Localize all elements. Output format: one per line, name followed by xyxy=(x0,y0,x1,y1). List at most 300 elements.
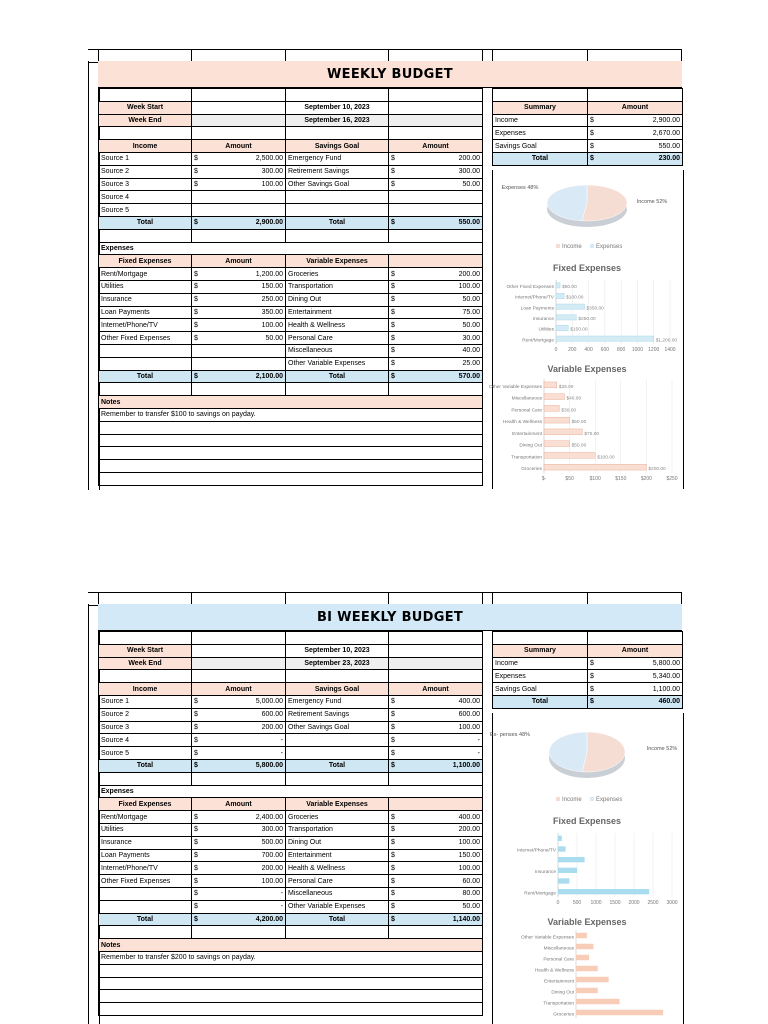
savings-goal-label[interactable] xyxy=(286,747,389,760)
cell[interactable] xyxy=(286,89,389,102)
variable-expense-amount[interactable] xyxy=(389,875,483,888)
savings-goal-label[interactable] xyxy=(286,734,389,747)
note-line[interactable] xyxy=(99,421,483,434)
summary-label: Savings Goal xyxy=(493,140,588,153)
amount-value: 200.00 xyxy=(458,270,480,278)
cell[interactable] xyxy=(99,670,192,683)
legend-expenses: Expenses xyxy=(596,797,623,803)
amount-header: Amount xyxy=(192,255,286,268)
x-tick-label: 0 xyxy=(556,900,560,906)
summary-amount: $ 2,670.00 xyxy=(588,127,683,140)
income-amount[interactable] xyxy=(192,695,286,708)
income-source-label[interactable]: Source 3 xyxy=(99,721,192,734)
budget-title: BI WEEKLY BUDGET xyxy=(98,604,682,631)
variable-expense-amount[interactable] xyxy=(389,268,483,281)
category-label: Internet/Phone/TV xyxy=(517,848,556,854)
cell[interactable] xyxy=(192,772,286,785)
fixed-expense-label[interactable]: Insurance xyxy=(99,836,192,849)
income-source-label[interactable]: Source 2 xyxy=(99,708,192,721)
summary-table xyxy=(492,88,683,166)
variable-expenses-bar-chart[interactable] xyxy=(494,914,680,1024)
variable-expense-amount[interactable] xyxy=(389,862,483,875)
currency-symbol: $ xyxy=(391,723,395,731)
expense-row xyxy=(99,268,483,281)
bar-personal-care xyxy=(544,405,559,411)
savings-goal-label[interactable]: Emergency Fund xyxy=(286,152,389,165)
x-tick-label: 1500 xyxy=(609,900,621,906)
amount-value: 200.00 xyxy=(458,155,480,163)
fixed-expense-amount[interactable] xyxy=(192,319,286,332)
savings-goal-label[interactable]: Emergency Fund xyxy=(286,695,389,708)
savings-amount[interactable] xyxy=(389,191,483,204)
expense-row xyxy=(99,344,483,357)
income-expense-pie-chart[interactable] xyxy=(489,714,680,809)
x-tick-label: $150 xyxy=(615,476,627,482)
x-tick-label: 200 xyxy=(568,347,577,353)
income-source-label[interactable]: Source 1 xyxy=(99,695,192,708)
category-label: Dining Out xyxy=(551,990,574,996)
income-source-label[interactable]: Source 5 xyxy=(99,204,192,217)
data-label: $250.00 xyxy=(578,317,596,322)
variable-expense-label[interactable]: Groceries xyxy=(286,268,389,281)
variable-expense-label[interactable]: Personal Care xyxy=(286,332,389,345)
data-label: $25.00 xyxy=(558,384,574,390)
note-line[interactable] xyxy=(99,447,483,460)
data-label: $40.00 xyxy=(566,396,582,402)
variable-expense-label[interactable]: Personal Care xyxy=(286,875,389,888)
fixed-expense-amount[interactable] xyxy=(192,306,286,319)
income-source-label[interactable]: Source 2 xyxy=(99,165,192,178)
amount-value: - xyxy=(280,890,283,898)
income-row xyxy=(99,747,483,760)
variable-expense-label[interactable]: Other Variable Expenses xyxy=(286,900,389,913)
fixed-total-amount: $ 4,200.00 xyxy=(192,913,286,926)
budget-sheet xyxy=(88,49,682,489)
income-amount[interactable] xyxy=(192,721,286,734)
bar-miscellaneous xyxy=(544,394,564,400)
fixed-expense-amount[interactable] xyxy=(192,280,286,293)
variable-total-label: Total xyxy=(286,370,389,383)
data-label: $200.00 xyxy=(648,467,666,473)
savings-goal-label[interactable]: Retirement Savings xyxy=(286,708,389,721)
cell[interactable] xyxy=(389,670,483,683)
savings-amount[interactable] xyxy=(389,165,483,178)
cell[interactable] xyxy=(99,383,192,396)
fixed-expense-label[interactable]: Other Fixed Expenses xyxy=(99,332,192,345)
currency-symbol: $ xyxy=(391,360,395,368)
income-total-amount: $ 2,900.00 xyxy=(192,216,286,229)
variable-expenses-bar-chart[interactable] xyxy=(489,361,680,489)
currency-symbol: $ xyxy=(391,321,395,329)
income-source-label[interactable]: Source 5 xyxy=(99,747,192,760)
cell[interactable] xyxy=(99,632,192,645)
expense-row xyxy=(99,900,483,913)
pie-label-income: Income 52% xyxy=(646,746,678,752)
variable-expense-amount[interactable] xyxy=(389,306,483,319)
fixed-total-amount: $ 2,100.00 xyxy=(192,370,286,383)
currency-symbol: $ xyxy=(194,711,198,719)
fixed-expense-label[interactable]: Utilities xyxy=(99,280,192,293)
note-line[interactable] xyxy=(99,964,483,977)
summary-row xyxy=(493,140,683,153)
note-line[interactable] xyxy=(99,1003,483,1016)
income-row xyxy=(99,695,483,708)
bar-other-fixed-expenses xyxy=(558,836,562,841)
cell[interactable] xyxy=(99,772,192,785)
amount-header: Amount xyxy=(588,644,683,657)
summary-header: Summary xyxy=(493,644,588,657)
summary-label: Expenses xyxy=(493,127,588,140)
income-total-label: Total xyxy=(99,216,192,229)
income-amount[interactable] xyxy=(192,204,286,217)
bar-health-wellness xyxy=(544,417,570,423)
variable-expense-label[interactable]: Groceries xyxy=(286,811,389,824)
fixed-expense-label[interactable]: Rent/Mortgage xyxy=(99,811,192,824)
amount-value: 40.00 xyxy=(462,347,480,355)
amount-value: 2,500.00 xyxy=(255,155,283,163)
bar-dining-out xyxy=(576,988,598,994)
bar-rent-mortgage xyxy=(556,336,654,341)
x-tick-label: 1200 xyxy=(648,347,660,353)
variable-expense-label[interactable]: Dining Out xyxy=(286,836,389,849)
cell[interactable] xyxy=(389,383,483,396)
currency-symbol: $ xyxy=(194,308,198,316)
cell[interactable] xyxy=(389,229,483,242)
cell[interactable] xyxy=(389,926,483,939)
income-amount[interactable] xyxy=(192,152,286,165)
x-tick-label: 600 xyxy=(600,347,610,353)
fixed-expense-amount[interactable] xyxy=(192,268,286,281)
amount-value: 250.00 xyxy=(261,296,283,304)
savings-amount[interactable] xyxy=(389,204,483,217)
fixed-expense-amount[interactable] xyxy=(192,836,286,849)
fixed-expense-label[interactable]: Loan Payments xyxy=(99,306,192,319)
x-tick-label: 400 xyxy=(584,347,593,353)
amount-value: 100.00 xyxy=(458,723,480,731)
variable-expense-amount[interactable] xyxy=(389,319,483,332)
cell[interactable] xyxy=(389,632,483,645)
income-row xyxy=(99,204,483,217)
income-expense-pie-chart[interactable] xyxy=(494,171,680,256)
savings-amount[interactable] xyxy=(389,178,483,191)
week-end-value[interactable]: September 16, 2023 xyxy=(286,114,389,127)
summary-row xyxy=(493,683,683,696)
cell[interactable] xyxy=(286,632,389,645)
savings-amount[interactable] xyxy=(389,708,483,721)
variable-expense-label[interactable]: Health & Wellness xyxy=(286,319,389,332)
x-tick-label: 2000 xyxy=(628,900,640,906)
amount-value: 1,200.00 xyxy=(255,270,283,278)
income-amount[interactable] xyxy=(192,165,286,178)
income-row xyxy=(99,708,483,721)
savings-amount[interactable] xyxy=(389,734,483,747)
summary-row xyxy=(493,670,683,683)
savings-goal-label[interactable] xyxy=(286,204,389,217)
income-header: Income xyxy=(99,140,192,153)
chart-title: Fixed Expenses xyxy=(552,263,622,273)
amount-value: 100.00 xyxy=(458,864,480,872)
note-line[interactable] xyxy=(99,990,483,1003)
budget-table xyxy=(98,88,483,486)
cell[interactable] xyxy=(99,926,192,939)
fixed-expense-label[interactable]: Loan Payments xyxy=(99,849,192,862)
note-text[interactable]: Remember to transfer $200 to savings on payday. xyxy=(99,951,483,964)
bar-groceries xyxy=(576,1010,663,1016)
currency-symbol: $ xyxy=(391,180,395,188)
fixed-expense-label[interactable] xyxy=(99,344,192,357)
amount-value: 200.00 xyxy=(261,864,283,872)
cell[interactable] xyxy=(286,383,389,396)
cell[interactable] xyxy=(192,632,286,645)
currency-symbol: $ xyxy=(194,283,198,291)
income-source-label[interactable]: Source 4 xyxy=(99,734,192,747)
fixed-expense-amount[interactable] xyxy=(192,875,286,888)
expense-row xyxy=(99,293,483,306)
fixed-expense-label[interactable]: Other Fixed Expenses xyxy=(99,875,192,888)
variable-expense-amount[interactable] xyxy=(389,293,483,306)
fixed-expense-label[interactable]: Utilities xyxy=(99,823,192,836)
amount-value: 600.00 xyxy=(261,711,283,719)
savings-amount[interactable] xyxy=(389,152,483,165)
fixed-expense-amount[interactable] xyxy=(192,887,286,900)
currency-symbol: $ xyxy=(391,890,395,898)
bar-other-fixed-expenses xyxy=(556,283,560,288)
cell[interactable] xyxy=(192,89,286,102)
currency-symbol: $ xyxy=(391,826,395,834)
income-source-label[interactable]: Source 1 xyxy=(99,152,192,165)
currency-symbol: $ xyxy=(194,851,198,859)
amount-value: - xyxy=(477,749,480,757)
savings-amount[interactable] xyxy=(389,721,483,734)
variable-expense-label[interactable]: Transportation xyxy=(286,823,389,836)
currency-symbol: $ xyxy=(194,321,198,329)
fixed-expense-label[interactable] xyxy=(99,357,192,370)
amount-value: 300.00 xyxy=(261,168,283,176)
summary-total-amount: $ 460.00 xyxy=(588,695,683,708)
currency-symbol: $ xyxy=(391,283,395,291)
amount-value: 350.00 xyxy=(261,308,283,316)
data-label: $150.00 xyxy=(570,327,588,333)
week-start-value[interactable]: September 10, 2023 xyxy=(286,644,389,657)
cell[interactable] xyxy=(389,89,483,102)
legend-swatch-expenses xyxy=(590,797,594,801)
cell[interactable] xyxy=(286,926,389,939)
fixed-expense-amount[interactable] xyxy=(192,849,286,862)
x-tick-label: 3000 xyxy=(666,900,678,906)
fixed-expense-label[interactable]: Internet/Phone/TV xyxy=(99,862,192,875)
amount-value: 100.00 xyxy=(261,877,283,885)
variable-expenses-header: Variable Expenses xyxy=(286,255,389,268)
variable-expense-label[interactable]: Other Variable Expenses xyxy=(286,357,389,370)
variable-expense-label[interactable]: Entertainment xyxy=(286,306,389,319)
variable-expense-label[interactable]: Miscellaneous xyxy=(286,344,389,357)
x-tick-label: 1000 xyxy=(631,347,643,353)
savings-goal-header: Savings Goal xyxy=(286,140,389,153)
fixed-expense-amount[interactable] xyxy=(192,862,286,875)
category-label: Other Fixed Expenses xyxy=(506,285,554,290)
variable-expense-amount[interactable] xyxy=(389,823,483,836)
week-start-value[interactable]: September 10, 2023 xyxy=(286,101,389,114)
currency-symbol: $ xyxy=(391,877,395,885)
cell[interactable] xyxy=(192,926,286,939)
income-source-label[interactable]: Source 3 xyxy=(99,178,192,191)
cell[interactable] xyxy=(286,127,389,140)
bar-insurance xyxy=(556,315,576,320)
savings-amount[interactable] xyxy=(389,747,483,760)
currency-symbol: $ xyxy=(391,296,395,304)
summary-label: Income xyxy=(493,657,588,670)
variable-total-label: Total xyxy=(286,913,389,926)
fixed-expense-amount[interactable] xyxy=(192,344,286,357)
cell[interactable] xyxy=(99,127,192,140)
variable-expense-amount[interactable] xyxy=(389,849,483,862)
note-line[interactable] xyxy=(99,472,483,485)
amount-value: - xyxy=(477,736,480,744)
fixed-expense-label[interactable] xyxy=(99,887,192,900)
amount-value: 100.00 xyxy=(261,180,283,188)
note-line[interactable] xyxy=(99,460,483,473)
summary-table xyxy=(492,631,683,709)
note-text[interactable]: Remember to transfer $100 to savings on payday. xyxy=(99,408,483,421)
amount-value: 600.00 xyxy=(458,711,480,719)
income-amount[interactable] xyxy=(192,708,286,721)
income-row xyxy=(99,178,483,191)
cell[interactable] xyxy=(389,772,483,785)
note-line[interactable] xyxy=(99,977,483,990)
savings-total-label: Total xyxy=(286,216,389,229)
fixed-expense-amount[interactable] xyxy=(192,811,286,824)
variable-expense-label[interactable]: Entertainment xyxy=(286,849,389,862)
amount-value: 2,400.00 xyxy=(255,813,283,821)
savings-goal-label[interactable]: Other Savings Goal xyxy=(286,178,389,191)
amount-value: 700.00 xyxy=(261,851,283,859)
fixed-expense-amount[interactable] xyxy=(192,357,286,370)
category-label: Dining Out xyxy=(519,443,542,449)
variable-expense-amount[interactable] xyxy=(389,344,483,357)
x-tick-label: 2500 xyxy=(647,900,659,906)
currency-symbol: $ xyxy=(194,168,198,176)
variable-expense-label[interactable]: Dining Out xyxy=(286,293,389,306)
expense-row xyxy=(99,823,483,836)
week-end-value[interactable]: September 23, 2023 xyxy=(286,657,389,670)
savings-goal-label[interactable]: Retirement Savings xyxy=(286,165,389,178)
fixed-expense-amount[interactable] xyxy=(192,823,286,836)
income-row xyxy=(99,165,483,178)
cell[interactable] xyxy=(192,127,286,140)
currency-symbol: $ xyxy=(391,334,395,342)
variable-expense-amount[interactable] xyxy=(389,811,483,824)
amount-value: - xyxy=(280,736,283,744)
cell[interactable] xyxy=(99,229,192,242)
fixed-expense-label[interactable]: Internet/Phone/TV xyxy=(99,319,192,332)
expense-row xyxy=(99,875,483,888)
amount-value: 30.00 xyxy=(462,334,480,342)
x-tick-label: 1000 xyxy=(590,900,602,906)
summary-row xyxy=(493,657,683,670)
income-source-label[interactable]: Source 4 xyxy=(99,191,192,204)
category-label: Personal Care xyxy=(511,408,542,414)
x-tick-label: $250 xyxy=(666,476,678,482)
fixed-expense-label[interactable]: Insurance xyxy=(99,293,192,306)
category-label: Transportation xyxy=(543,1001,574,1007)
amount-header: Amount xyxy=(588,101,683,114)
cell[interactable] xyxy=(192,670,286,683)
cell[interactable] xyxy=(99,89,192,102)
x-tick-label: 1400 xyxy=(664,347,676,353)
cell[interactable] xyxy=(286,670,389,683)
savings-goal-label[interactable] xyxy=(286,191,389,204)
data-label: $100.00 xyxy=(566,295,584,301)
fixed-expense-amount[interactable] xyxy=(192,293,286,306)
savings-goal-label[interactable]: Other Savings Goal xyxy=(286,721,389,734)
category-label: Groceries xyxy=(553,1012,574,1018)
x-tick-label: 500 xyxy=(572,900,582,906)
variable-expense-amount[interactable] xyxy=(389,280,483,293)
variable-expenses-header: Variable Expenses xyxy=(286,798,389,811)
legend-expenses: Expenses xyxy=(596,244,623,250)
currency-symbol: $ xyxy=(391,864,395,872)
bar-utilities xyxy=(558,878,569,883)
category-label: Internet/Phone/TV xyxy=(515,295,554,301)
income-amount[interactable] xyxy=(192,191,286,204)
cell[interactable] xyxy=(286,229,389,242)
cell[interactable] xyxy=(192,229,286,242)
fixed-expense-label[interactable] xyxy=(99,900,192,913)
fixed-expenses-bar-chart[interactable] xyxy=(494,813,680,908)
amount-value: 300.00 xyxy=(458,168,480,176)
note-line[interactable] xyxy=(99,434,483,447)
currency-symbol: $ xyxy=(194,270,198,278)
variable-expense-amount[interactable] xyxy=(389,836,483,849)
pie-label-income: Income 52% xyxy=(636,199,668,205)
currency-symbol: $ xyxy=(391,155,395,163)
fixed-expense-amount[interactable] xyxy=(192,900,286,913)
bar-miscellaneous xyxy=(576,944,593,950)
bar-other-variable-expenses xyxy=(544,382,557,388)
amount-value: 200.00 xyxy=(261,723,283,731)
variable-expense-amount[interactable] xyxy=(389,332,483,345)
income-amount[interactable] xyxy=(192,734,286,747)
cell[interactable] xyxy=(286,772,389,785)
fixed-expense-label[interactable]: Rent/Mortgage xyxy=(99,268,192,281)
amount-value: 150.00 xyxy=(458,851,480,859)
currency-symbol: $ xyxy=(194,839,198,847)
amount-header: Amount xyxy=(389,683,483,696)
expense-row xyxy=(99,849,483,862)
amount-value: 5,000.00 xyxy=(255,698,283,706)
fixed-expense-amount[interactable] xyxy=(192,332,286,345)
variable-expense-amount[interactable] xyxy=(389,357,483,370)
variable-expense-amount[interactable] xyxy=(389,900,483,913)
currency-symbol: $ xyxy=(391,851,395,859)
variable-expense-label[interactable]: Transportation xyxy=(286,280,389,293)
variable-expense-amount[interactable] xyxy=(389,887,483,900)
fixed-total-label: Total xyxy=(99,370,192,383)
summary-row xyxy=(493,114,683,127)
cell[interactable] xyxy=(389,127,483,140)
expense-row xyxy=(99,357,483,370)
income-amount[interactable] xyxy=(192,747,286,760)
currency-symbol: $ xyxy=(194,736,198,744)
amount-value: 60.00 xyxy=(462,877,480,885)
fixed-expenses-bar-chart[interactable] xyxy=(494,260,680,355)
cell[interactable] xyxy=(192,383,286,396)
variable-expense-label[interactable]: Miscellaneous xyxy=(286,887,389,900)
variable-expense-label[interactable]: Health & Wellness xyxy=(286,862,389,875)
savings-amount[interactable] xyxy=(389,695,483,708)
category-label: Health & Wellness xyxy=(502,420,542,426)
income-amount[interactable] xyxy=(192,178,286,191)
